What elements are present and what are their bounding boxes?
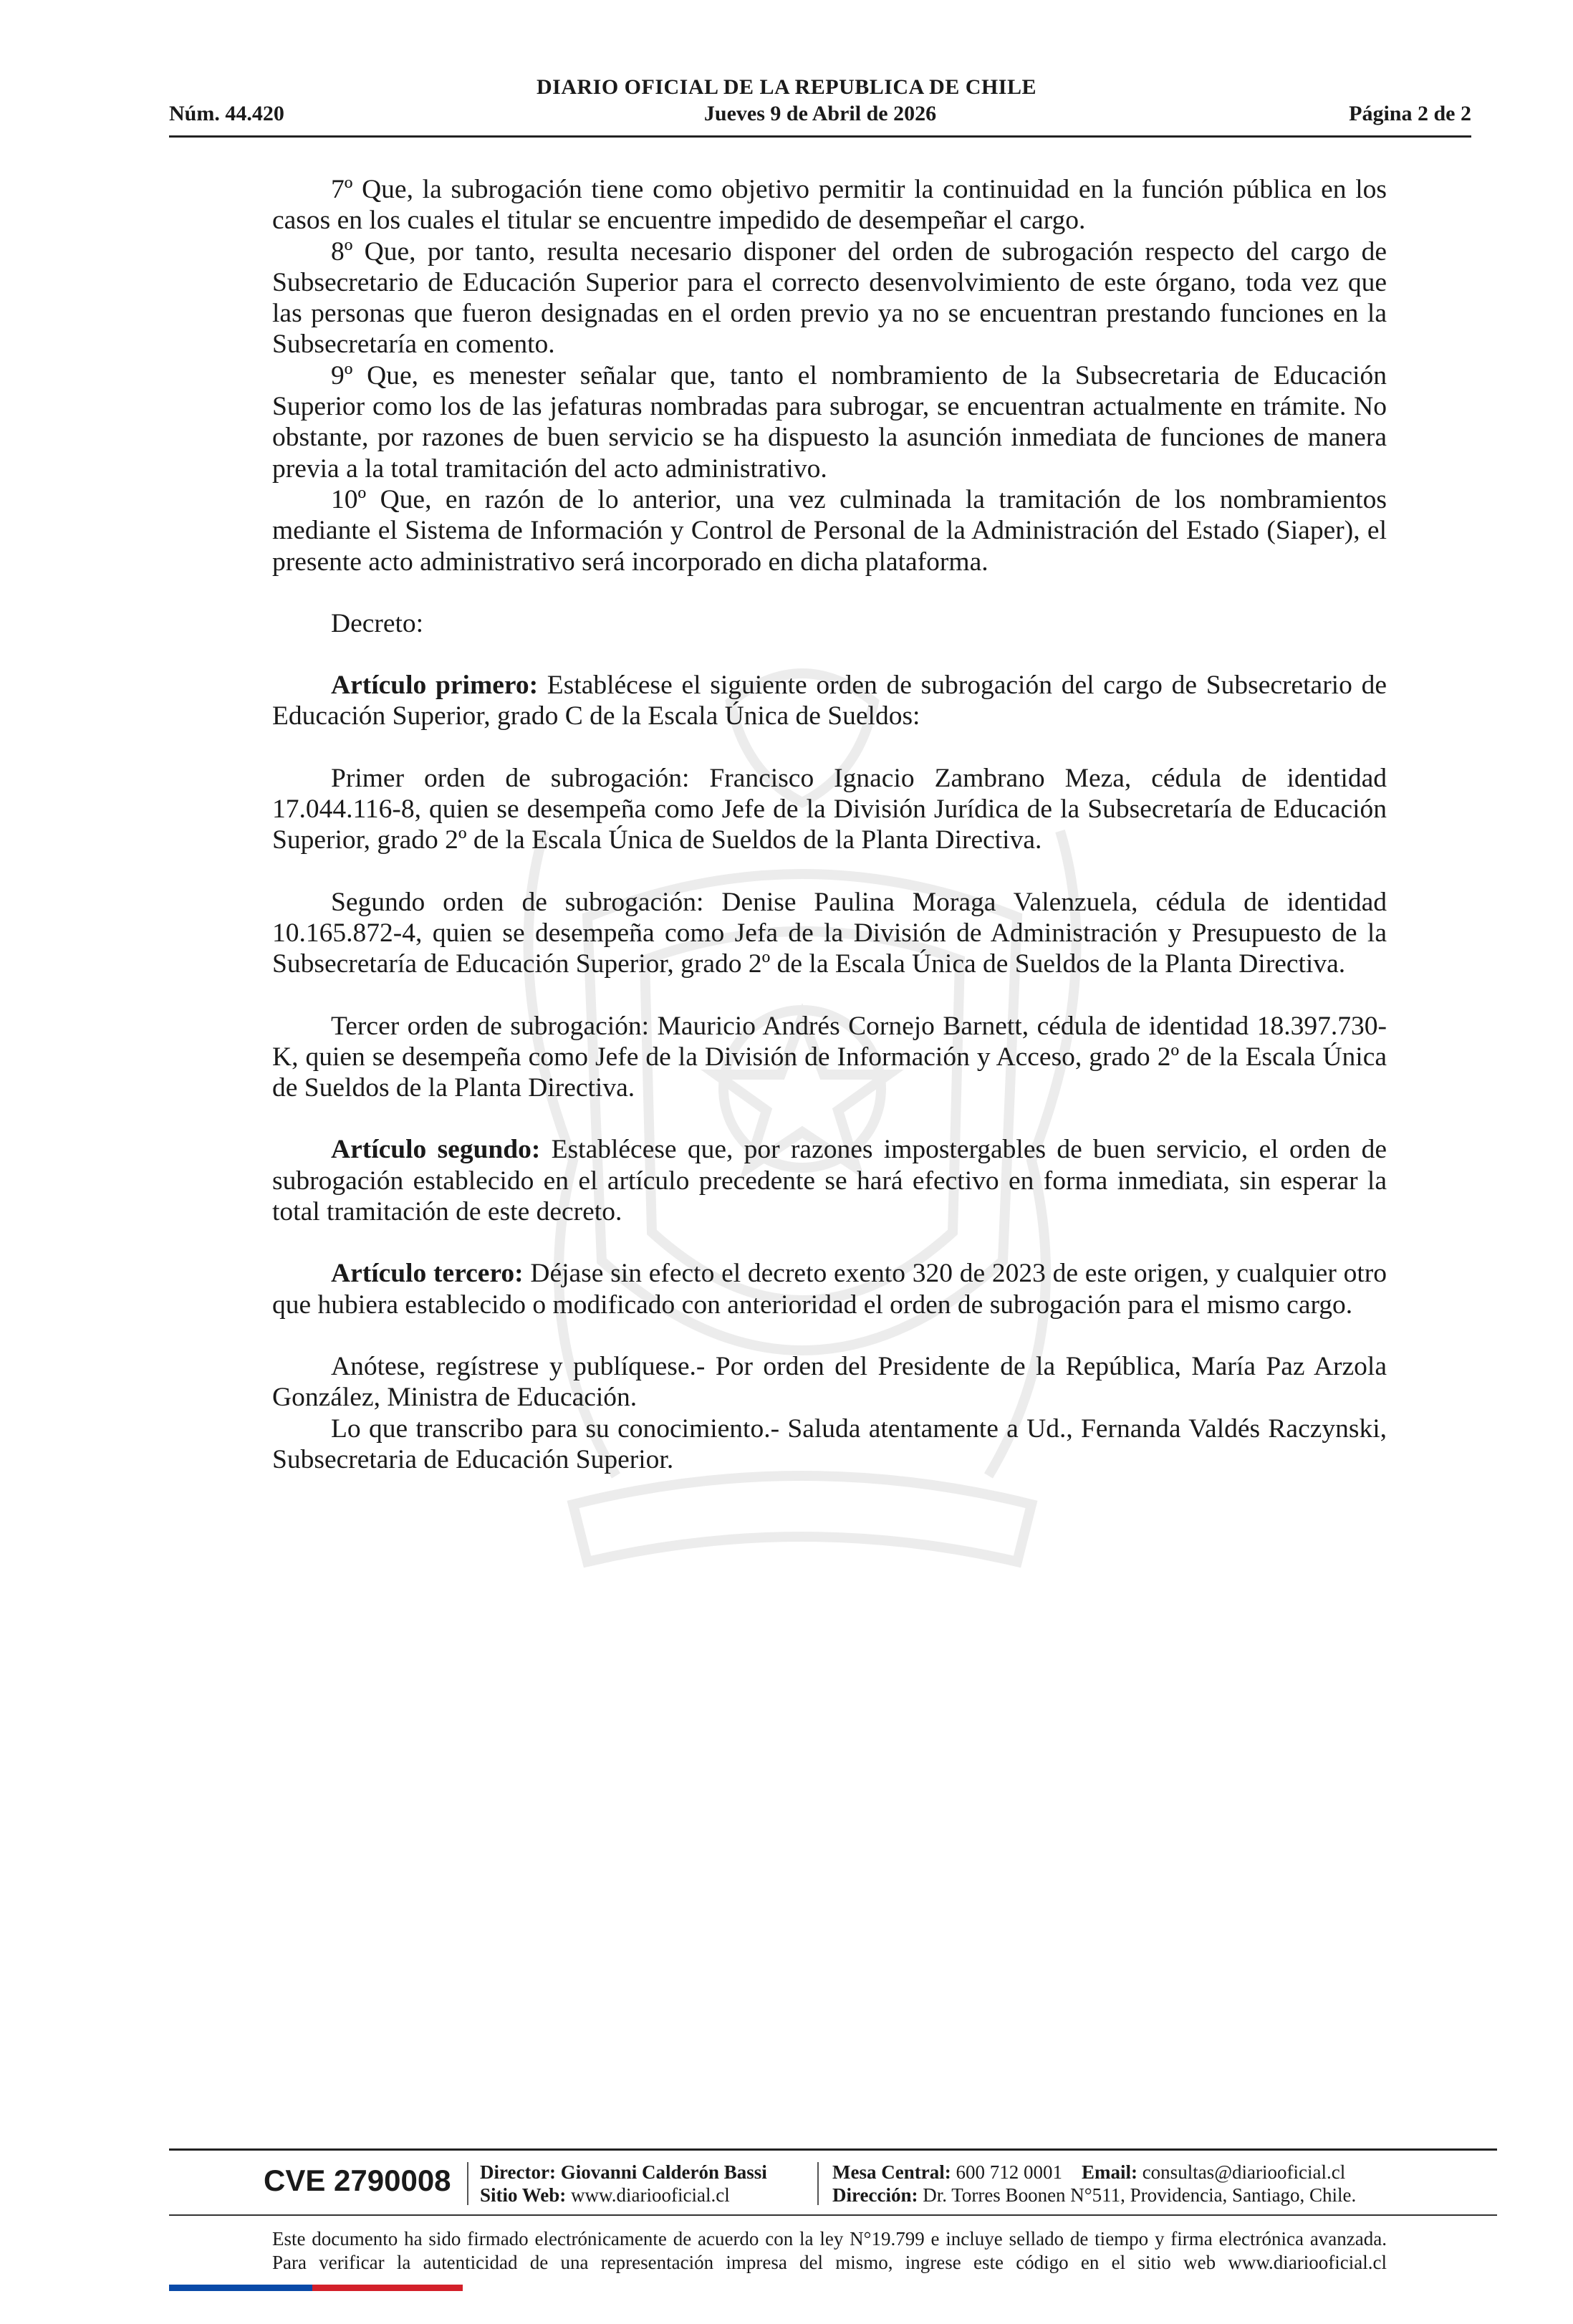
header-row xyxy=(169,102,1471,130)
article-second-label: Artículo segundo: xyxy=(331,1135,541,1165)
decreto-heading: Decreto: xyxy=(331,608,424,638)
director-name: Giovanni Calderón Bassi xyxy=(560,2161,767,2183)
header-divider xyxy=(169,135,1471,138)
electronic-signature-note: Este documento ha sido firmado electrónicamente de acuerdo con la ley N°19.799 e incluye sellado de tiempo y firma electrónica avanzada. Para verificar la autenticidad de una representación impresa del mismo, ingrese este código en el sitio web www.diariooficial.cl xyxy=(272,2228,1387,2273)
address-value: Dr. Torres Boonen N°511, Providencia, Santiago, Chile. xyxy=(923,2184,1357,2206)
flag-red-segment xyxy=(312,2285,463,2291)
closing-formula: Anótese, regístrese y publíquese.- Por orden del Presidente de la República, María Paz Arzola González, Ministra de Educación. xyxy=(272,1351,1387,1413)
article-third-text: Déjase sin efecto el decreto exento 320 de 2023 de este origen, y cualquier otro que hubiera establecido o modificado con anterioridad el orden de subrogación para el mismo cargo. xyxy=(272,1259,1387,1320)
subrogation-order-1: Primer orden de subrogación: Francisco Ignacio Zambrano Meza, cédula de identidad 17.044.116-8, quien se desempeña como Jefe de la División Jurídica de la Subsecretaría de Educación Superior, grado 2º de la Escala Única de Sueldos de la Planta Directiva. xyxy=(272,763,1387,855)
mesa-label: Mesa Central: xyxy=(832,2161,951,2183)
issue-date: Jueves 9 de Abril de 2026 xyxy=(703,102,937,125)
footer-separator xyxy=(467,2162,468,2205)
flag-blue-segment xyxy=(169,2285,312,2291)
footer-contact-block xyxy=(832,2161,1356,2207)
footer-divider-top xyxy=(169,2148,1497,2151)
article-first-text: Establécese el siguiente orden de subrogación del cargo de Subsecretario de Educación Superior, grado C de la Escala Única de Sueldos: xyxy=(272,671,1387,731)
address-label: Dirección: xyxy=(832,2184,918,2206)
considerando-10: 10º Que, en razón de lo anterior, una vez culminada la tramitación de los nombramientos mediante el Sistema de Información y Control de Personal de la Administración del Estado (Siaper), el presente acto administrativo será incorporado en dicha plataforma. xyxy=(272,484,1387,577)
footer-separator xyxy=(817,2162,819,2205)
site-link[interactable]: www.diariooficial.cl xyxy=(571,2184,730,2206)
publication-title: DIARIO OFICIAL DE LA REPUBLICA DE CHILE xyxy=(537,75,1036,99)
article-first xyxy=(272,670,1387,732)
article-second-text: Establécese que, por razones impostergables de buen servicio, el orden de subrogación establecido en el artículo precedente se hará efectivo en forma inmediata, sin esperar la total tramitación de este decreto. xyxy=(272,1135,1387,1227)
footer-director-block xyxy=(480,2161,767,2207)
article-third xyxy=(272,1258,1387,1320)
site-label: Sitio Web: xyxy=(480,2184,567,2206)
article-second xyxy=(272,1134,1387,1227)
cve-code: CVE 2790008 xyxy=(264,2164,451,2197)
considerando-9: 9º Que, es menester señalar que, tanto el nombramiento de la Subsecretaria de Educación Superior como los de las jefaturas nombradas para subrogar, se encuentran actualmente en trámite. No obstante, por razones de buen servicio se ha dispuesto la asunción inmediata de funciones de manera previa a la total tramitación del acto administrativo. xyxy=(272,360,1387,484)
article-first-label: Artículo primero: xyxy=(331,671,539,701)
email-link[interactable]: consultas@diariooficial.cl xyxy=(1142,2161,1346,2183)
director-label: Director: xyxy=(480,2161,556,2183)
considerando-8: 8º Que, por tanto, resulta necesario disponer del orden de subrogación respecto del cargo de Subsecretario de Educación Superior para el correcto desenvolvimiento de este órgano, toda vez que las personas que fueron designadas en el orden previo ya no se encuentran prestando funciones en la Subsecretaría en comento. xyxy=(272,236,1387,360)
issue-number: Núm. 44.420 xyxy=(169,102,284,125)
footer-divider-mid xyxy=(169,2214,1497,2216)
chile-flag-stripe xyxy=(169,2285,463,2291)
subrogation-order-2: Segundo orden de subrogación: Denise Paulina Moraga Valenzuela, cédula de identidad 10.165.872-4, quien se desempeña como Jefa de la División de Administración y Presupuesto de la Subsecretaría de Educación Superior, grado 2º de la Escala Única de Sueldos de la Planta Directiva. xyxy=(272,887,1387,979)
page-indicator: Página 2 de 2 xyxy=(1349,102,1471,125)
article-third-label: Artículo tercero: xyxy=(331,1259,524,1289)
decree-body xyxy=(272,174,1387,1475)
mesa-phone: 600 712 0001 xyxy=(956,2161,1062,2183)
email-label: Email: xyxy=(1081,2161,1137,2183)
subrogation-order-3: Tercer orden de subrogación: Mauricio Andrés Cornejo Barnett, cédula de identidad 18.397.730-K, quien se desempeña como Jefe de la División de Información y Acceso, grado 2º de la Escala Única de Sueldos de la Planta Directiva. xyxy=(272,1011,1387,1103)
transcription-note: Lo que transcribo para su conocimiento.- Saluda atentamente a Ud., Fernanda Valdés Raczynski, Subsecretaria de Educación Superior. xyxy=(272,1413,1387,1474)
considerando-7: 7º Que, la subrogación tiene como objetivo permitir la continuidad en la función pública en los casos en los cuales el titular se encuentre impedido de desempeñar el cargo. xyxy=(272,175,1387,236)
